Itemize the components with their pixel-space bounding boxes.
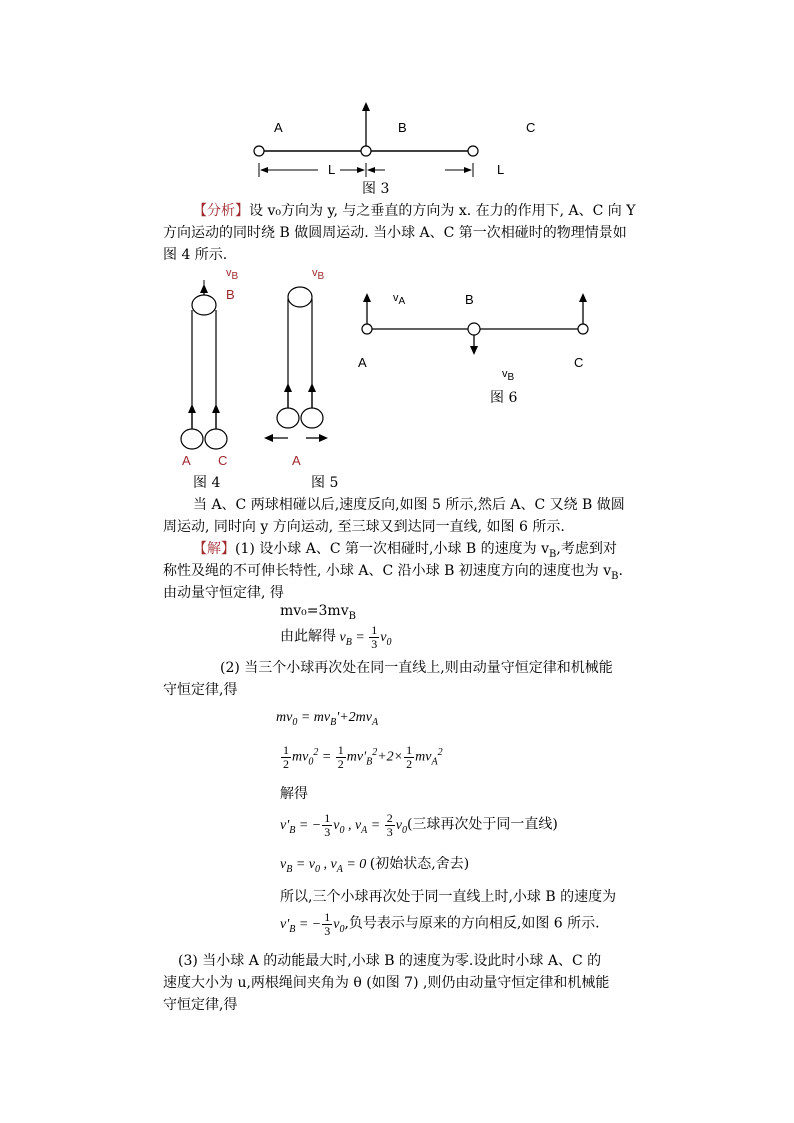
fig5-arrow-up-a xyxy=(284,383,292,392)
conclusion-line-2: $v'_B$ = − $\frac{1}{3}$ $v_0$,负号表示与原来的方向相反,如图 6 所示. xyxy=(280,910,600,938)
conclusion-line-1: 所以,三个小球再次处于同一直线上时,小球 B 的速度为 xyxy=(280,889,617,905)
fig3-dim-l2: L xyxy=(497,162,505,177)
fig4-ball-a xyxy=(181,429,203,449)
fig6-caption: 图 6 xyxy=(490,390,518,406)
fig4-caption: 图 4 xyxy=(193,475,221,491)
analysis-line-1 xyxy=(193,200,635,222)
figure-3 xyxy=(240,95,560,200)
fig6-label-c: C xyxy=(574,355,584,370)
fig4-ball-c xyxy=(205,429,227,449)
fig3-caption: 图 3 xyxy=(362,181,390,197)
fig5-arrow-up-c xyxy=(308,383,316,392)
fig6-label-a: A xyxy=(358,355,367,370)
fig4-ball-b xyxy=(192,295,216,315)
fig3-label-a: A xyxy=(274,120,283,135)
fig5-label-a: A xyxy=(292,453,301,468)
analysis-line-2: 方向运动的同时绕 B 做圆周运动. 当小球 A、C 第一次相碰时的物理情景如 xyxy=(163,225,627,241)
solve-label: 解得 xyxy=(280,786,308,802)
solution-line-3: 由动量守恒定律, 得 xyxy=(163,585,284,601)
equation-momentum-2: $mv_0 = mv_B'+2mv_A$ xyxy=(276,710,379,728)
solution-line-2: 称性及绳的不可伸长特性, 小球 A、C 沿小球 B 初速度方向的速度也为 $v_B$. xyxy=(163,563,623,582)
fig6-vb-label: $v_B$ xyxy=(502,368,515,384)
figure-5 xyxy=(260,275,340,450)
fig4-arrow-c xyxy=(212,404,220,413)
fig6-label-b: B xyxy=(465,292,474,307)
fig3-ball-a xyxy=(254,146,264,156)
fig4-label-a: A xyxy=(182,453,191,468)
fig6-ball-b xyxy=(468,323,480,335)
fig5-ball-b xyxy=(288,287,312,307)
result-line-1: $v'_B$ = − $\frac{1}{3}$ $v_0$ , $v_A$ = $\frac{2}{3}$ $v_0$(三球再次处于同一直线) xyxy=(280,811,558,839)
solution-line-1: 【解】(1) 设小球 A、C 第一次相碰时,小球 B 的速度为 $v_B$,考虑到对 xyxy=(193,541,617,560)
part2-line-1: (2) 当三个小球再次处在同一直线上,则由动量守恒定律和机械能 xyxy=(220,660,613,676)
analysis-tag: 【分析】 xyxy=(193,203,249,219)
figure-4 xyxy=(170,280,250,460)
equation-momentum-1: $mv_0=3mv_B$ xyxy=(280,603,356,622)
fig3-label-c: C xyxy=(526,120,536,135)
fig5-vb-label: $v_B$ xyxy=(312,267,325,283)
equation-vb-result: 由此解得 $v_B$ = $\frac{1}{3}$ $v_0$ xyxy=(280,623,392,651)
fig5-ball-c xyxy=(301,408,323,428)
fig3-ball-c xyxy=(468,146,478,156)
part3-line-1: (3) 当小球 A 的动能最大时,小球 B 的速度为零.设此时小球 A、C 的 xyxy=(178,953,602,969)
fig5-ball-a xyxy=(277,408,299,428)
fig5-caption: 图 5 xyxy=(311,475,339,491)
para-line-2: 周运动, 同时向 y 方向运动, 至三球又到达同一直线, 如图 6 所示. xyxy=(163,519,565,535)
fig4-label-c: C xyxy=(218,453,228,468)
result-line-2: $v_B = v_0$ , $v_A = 0$ (初始状态,舍去) xyxy=(280,856,470,875)
fig3-dim-l1: L xyxy=(328,162,336,177)
analysis-text-1: 设 v₀方向为 y, 与之垂直的方向为 x. 在力的作用下, A、C 向 Y xyxy=(249,203,636,219)
fig6-ball-c xyxy=(578,324,588,334)
fig6-ball-a xyxy=(362,324,372,334)
figure-6 xyxy=(350,285,600,365)
part2-line-2: 守恒定律,得 xyxy=(163,682,238,698)
fig4-arrow-a xyxy=(188,404,196,413)
fig4-label-b: B xyxy=(226,287,235,302)
fig3-ball-b xyxy=(361,146,371,156)
part3-line-3: 守恒定律,得 xyxy=(163,997,238,1013)
fig4-vb-label: $v_B$ xyxy=(226,267,239,283)
equation-energy: $\frac{1}{2}$ $mv_0^2$ = $\frac{1}{2}$ $mv'_B^2+2\times$ $\frac{1}{2}$ $mv_A^2$ xyxy=(283,743,443,771)
para-line-1: 当 A、C 两球相碰以后,速度反向,如图 5 所示,然后 A、C 又绕 B 做圆 xyxy=(193,497,625,513)
fig3-label-b: B xyxy=(398,120,407,135)
analysis-line-3: 图 4 所示. xyxy=(163,247,228,263)
fig6-va-label: $v_A$ xyxy=(393,292,406,308)
fig3-arrow-head xyxy=(362,102,370,111)
part3-line-2: 速度大小为 u,两根绳间夹角为 θ (如图 7) ,则仍由动量守恒定律和机械能 xyxy=(163,975,610,991)
solution-tag: 【解】 xyxy=(193,541,235,557)
